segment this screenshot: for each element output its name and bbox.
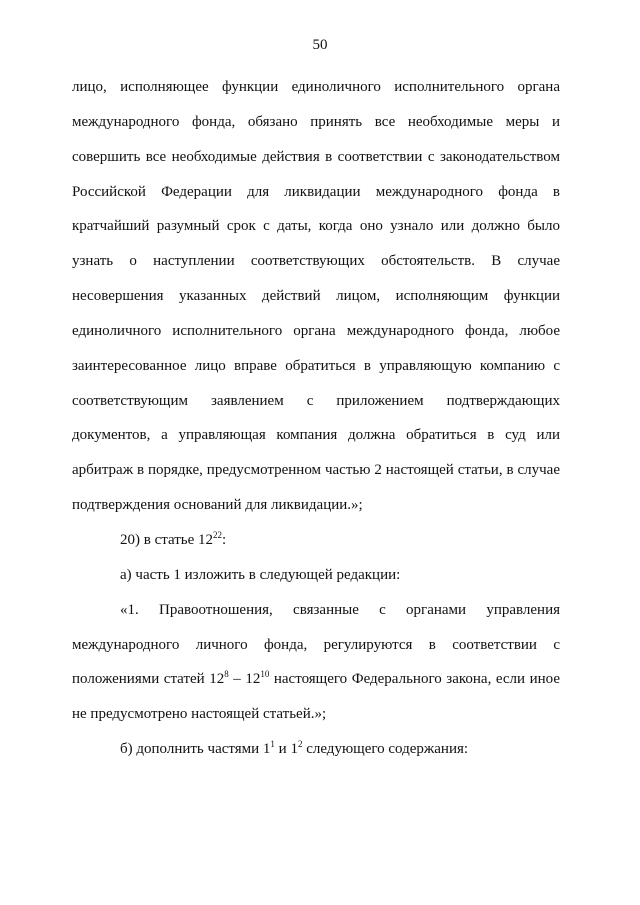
item-20-suffix: : [222, 531, 227, 548]
part-1-text-middle: – 12 [228, 671, 261, 688]
part-1-superscript-8: 8 [224, 669, 229, 680]
paragraph-part-1-text [72, 593, 560, 732]
subitem-b-text-end: следующего содержания: [302, 741, 469, 758]
paragraph-liquidation-duties: лицо, исполняющее функции единоличного исполнительного органа международного фонда, обязано принять все необходимые меры и совершить все необходимые действия в соответствии с законодательством Российской Федерации для ликвидации международного фонда в кратчайший разумный срок с даты, когда оно узнало или должно было узнать о наступлении соответствующих обстоятельств. В случае несовершения указанных действий лицом, исполняющим функции единоличного исполнительного органа международного фонда, любое заинтересованное лицо вправе обратиться в управляющую компанию с соответствующим заявлением с приложением подтверждающих документов, а управляющая компания должна обратиться в суд или арбитраж в порядке, предусмотренном частью 2 настоящей статьи, в случае подтверждения оснований для ликвидации.»; [72, 79, 560, 514]
subitem-b-text-middle: и 1 [274, 741, 298, 758]
subitem-b-text-start: б) дополнить частями 1 [120, 741, 271, 758]
paragraph-subitem-b [72, 732, 560, 767]
paragraph-item-20 [72, 523, 560, 558]
paragraph-subitem-a: а) часть 1 изложить в следующей редакции: [120, 566, 401, 583]
part-1-text-start: «1. Правоотношения, связанные с органами управления международного личного фонда, регулируются в соответствии с положениями статей 12 [72, 601, 560, 688]
item-20-superscript: 22 [213, 529, 223, 540]
item-20-text: 20) в статье 12 [120, 531, 214, 548]
part-1-text-end: настоящего Федерального закона, если иное не предусмотрено настоящей статьей.»; [72, 671, 561, 723]
document-body [72, 70, 560, 767]
subitem-b-superscript-1: 1 [270, 739, 275, 750]
page-number: 50 [312, 37, 328, 53]
subitem-b-superscript-2: 2 [297, 739, 303, 750]
part-1-superscript-10: 10 [260, 669, 270, 680]
